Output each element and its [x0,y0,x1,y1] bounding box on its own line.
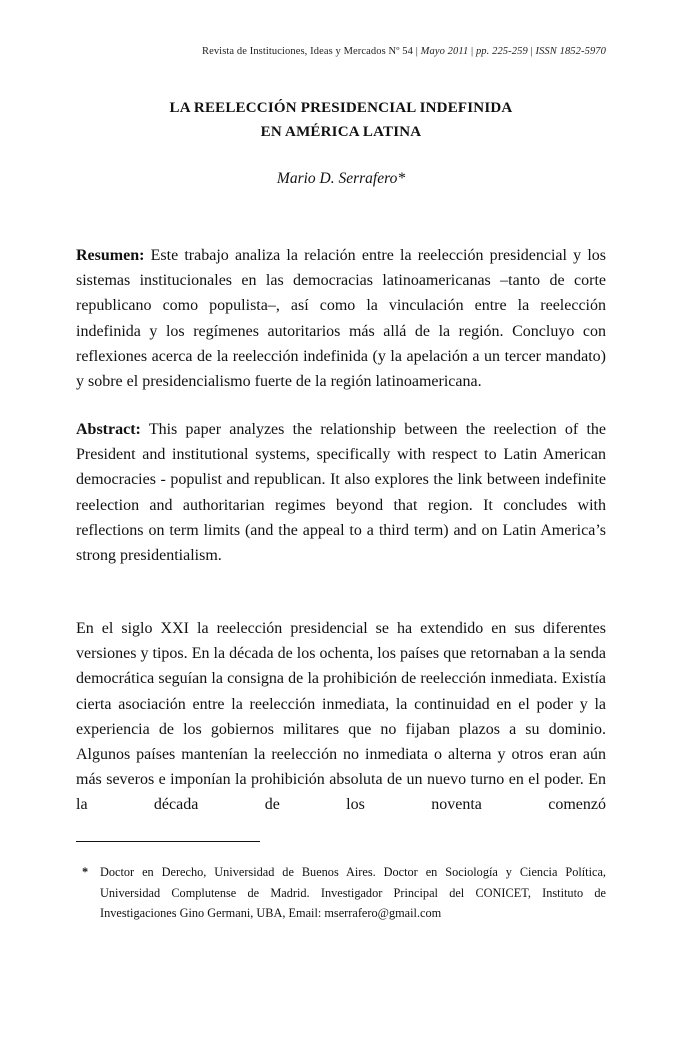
footnote-text: Doctor en Derecho, Universidad de Buenos Aires. Doctor en Sociología y Ciencia Política, Universidad Complutense de Madrid. Investigador Principal del CONICET, Instituto de Investigaciones Gino Germani, UBA, Email: mserrafero@gmail.com [100,865,606,920]
journal-name: Revista de Instituciones, Ideas y Mercados Nº 54 [201,46,413,57]
body-paragraph: En el siglo XXI la reelección presidencial se ha extendido en sus diferentes versiones y tipos. En la década de los ochenta, los países que retornaban a la senda democrática seguían la consigna de la prohibición de reelección inmediata. Existía cierta asociación entre la reelección inmediata, la continuidad en el poder y la experiencia de los gobiernos militares que no fijaban plazos a su dominio. Algunos países mantenían la reelección no inmediata o alterna y otros eran aún más severos e imponían la prohibición absoluta de un nuevo turno en el poder. En la década de los noventa comenzó [76,620,606,814]
page-range: pp. 225-259 [475,46,528,57]
footnote-mark: * [82,865,89,879]
author-footnote-mark: * [397,170,406,187]
title-line-1: LA REELECCIÓN PRESIDENCIAL INDEFINIDA [169,100,513,116]
article-title [76,96,606,144]
footnote-divider [76,841,260,842]
resumen-paragraph [76,243,606,394]
issue-date: Mayo 2011 [420,46,469,57]
author-line [76,170,606,188]
abstract-text: This paper analyzes the relationship between the reelection of the President and institutional systems, specifically with respect to Latin American democracies - populist and republican. It also explores the link between indefinite reelection and authoritarian regimes beyond that region. It concludes with reflections on term limits (and the appeal to a third term) and on Latin America’s strong presidentialism. [76,421,606,565]
author-name: Mario D. Serrafero [276,170,398,187]
issn: ISSN 1852-5970 [535,46,606,57]
header-separator: | [468,46,476,57]
running-header [76,46,606,57]
abstract-paragraph [76,417,606,568]
resumen-label: Resumen: [76,247,145,264]
resumen-text: Este trabajo analiza la relación entre la reelección presidencial y los sistemas institucionales en las democracias latinoamericanas –tanto de corte republicano como populista–, así como la vinculación entre la reelección indefinida y los regímenes autoritarios más allá de la región. Concluyo con reflexiones acerca de la reelección indefinida (y la apelación a un tercer mandato) y sobre el presidencialismo fuerte de la región latinoamericana. [76,247,606,391]
header-separator: | [412,46,421,57]
title-line-2: EN AMÉRICA LATINA [260,124,422,140]
abstract-label: Abstract: [76,421,141,438]
header-separator: | [527,46,536,57]
footnote [76,862,606,924]
